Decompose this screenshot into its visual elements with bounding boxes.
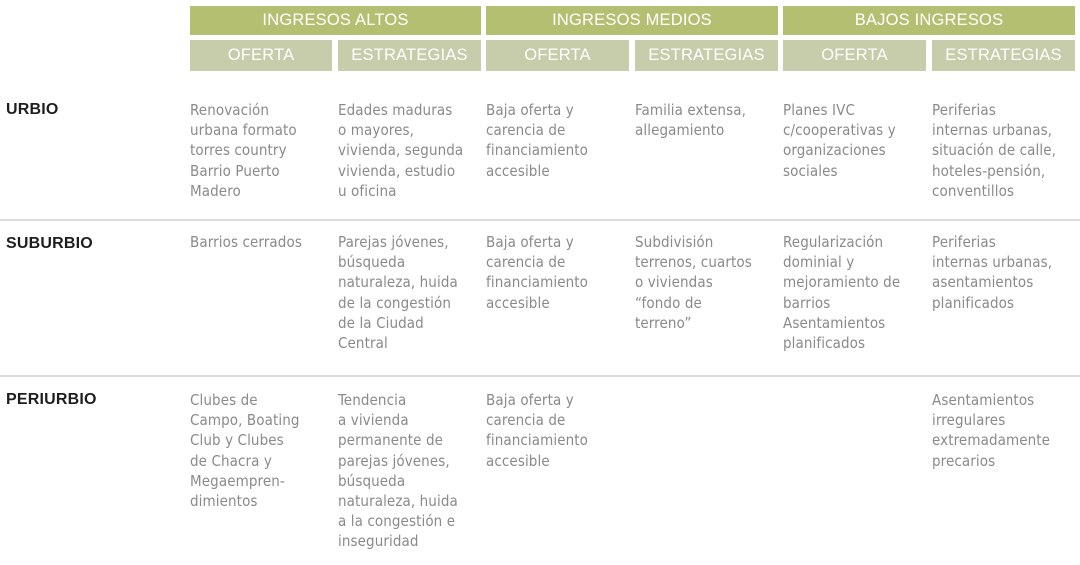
cell-line: de la Ciudad (338, 313, 424, 332)
cell-line: carencia de (486, 253, 566, 272)
cell-line: Familia extensa, (635, 101, 746, 119)
cell-line: allegamiento (635, 121, 725, 140)
cell-line: Asentamientos (932, 391, 1035, 409)
subheader-estrategias-altos: ESTRATEGIAS (338, 40, 481, 71)
cell-line: parejas jóvenes, (338, 451, 450, 470)
row-separator (0, 375, 1080, 377)
cell-line: búsqueda (338, 253, 406, 272)
cell-line: Regularización (783, 233, 884, 251)
cell-line: dimientos (190, 492, 258, 511)
cell-line: carencia de (486, 411, 566, 430)
cell-urbio-oferta-altos (190, 100, 336, 201)
cell-line: de Chacra y (190, 451, 273, 470)
cell-line: de la congestión (338, 293, 452, 312)
cell-line: naturaleza, huida (338, 273, 458, 292)
cell-suburbio-oferta-bajos (783, 232, 929, 353)
group-header-ingresos-medios: INGRESOS MEDIOS (486, 6, 778, 35)
cell-suburbio-oferta-altos (190, 232, 336, 252)
cell-line: a vivienda (338, 411, 409, 430)
cell-line: financiamiento (486, 431, 589, 450)
cell-line: hoteles-pensión, (932, 161, 1046, 180)
cell-line: Parejas jóvenes, (338, 233, 449, 251)
cell-suburbio-oferta-medios (486, 232, 632, 313)
cell-periurbio-oferta-altos (190, 390, 336, 511)
row-label-suburbio: SUBURBIO (6, 235, 93, 252)
cell-urbio-oferta-bajos (783, 100, 929, 181)
cell-line: extremadamente (932, 431, 1051, 450)
cell-line: mejoramiento de (783, 273, 901, 292)
cell-line: accesible (486, 161, 550, 180)
cell-line: barrios (783, 293, 831, 312)
cell-line: terrenos, cuartos (635, 253, 752, 272)
cell-periurbio-estrategias-bajos (932, 390, 1078, 471)
cell-line: Subdivisión (635, 233, 714, 251)
cell-line: Renovación (190, 101, 270, 119)
cell-line: Periferias (932, 233, 996, 251)
subheader-estrategias-bajos: ESTRATEGIAS (932, 40, 1075, 71)
cell-line: Club y Clubes (190, 431, 284, 450)
cell-urbio-estrategias-medios (635, 100, 781, 140)
subheader-estrategias-medios: ESTRATEGIAS (635, 40, 778, 71)
cell-line: Madero (190, 181, 241, 200)
cell-line: situación de calle, (932, 141, 1056, 160)
cell-suburbio-estrategias-bajos (932, 232, 1078, 313)
cell-periurbio-oferta-medios (486, 390, 632, 471)
cell-line: accesible (486, 293, 550, 312)
cell-line: planificados (932, 293, 1015, 312)
cell-line: o viviendas (635, 273, 713, 292)
cell-line: financiamiento (486, 141, 589, 160)
cell-line: búsqueda (338, 471, 406, 490)
cell-urbio-estrategias-altos (338, 100, 484, 201)
cell-line: financiamiento (486, 273, 589, 292)
cell-line: organizaciones (783, 141, 886, 160)
subheader-oferta-bajos: OFERTA (783, 40, 926, 71)
cell-line: Campo, Boating (190, 411, 300, 430)
cell-line: internas urbanas, (932, 253, 1053, 272)
cell-line: Baja oferta y (486, 391, 574, 409)
group-header-bajos-ingresos: BAJOS INGRESOS (783, 6, 1075, 35)
cell-line: vivienda, estudio (338, 161, 456, 180)
cell-line: irregulares (932, 411, 1006, 430)
cell-line: Megaempren- (190, 471, 285, 490)
cell-line: planificados (783, 334, 866, 353)
cell-line: Barrios cerrados (190, 233, 302, 251)
cell-line: naturaleza, huida (338, 492, 458, 511)
row-separator (0, 219, 1080, 221)
cell-line: Central (338, 334, 388, 353)
row-label-urbio: URBIO (6, 101, 59, 118)
cell-line: asentamientos (932, 273, 1034, 292)
group-header-ingresos-altos: INGRESOS ALTOS (190, 6, 481, 35)
cell-line: Baja oferta y (486, 233, 574, 251)
cell-line: torres country (190, 141, 287, 160)
cell-line: Periferias (932, 101, 996, 119)
cell-urbio-estrategias-bajos (932, 100, 1078, 201)
cell-line: internas urbanas, (932, 121, 1053, 140)
cell-line: precarios (932, 451, 996, 470)
cell-urbio-oferta-medios (486, 100, 632, 181)
cell-line: Baja oferta y (486, 101, 574, 119)
subheader-oferta-medios: OFERTA (486, 40, 629, 71)
subheader-oferta-altos: OFERTA (190, 40, 332, 71)
cell-line: permanente de (338, 431, 444, 450)
cell-line: u oficina (338, 181, 397, 200)
cell-line: Tendencia (338, 391, 407, 409)
cell-line: conventillos (932, 181, 1015, 200)
cell-line: Barrio Puerto (190, 161, 280, 180)
cell-line: Edades maduras (338, 101, 453, 119)
cell-line: “fondo de (635, 293, 702, 312)
cell-line: sociales (783, 161, 838, 180)
row-label-periurbio: PERIURBIO (6, 391, 97, 408)
cell-line: o mayores, (338, 121, 415, 140)
cell-suburbio-estrategias-medios (635, 232, 781, 333)
cell-line: c/cooperativas y (783, 121, 896, 140)
cell-line: Asentamientos (783, 313, 886, 332)
cell-line: a la congestión e (338, 512, 456, 531)
cell-line: terreno” (635, 313, 692, 332)
cell-line: accesible (486, 451, 550, 470)
cell-line: carencia de (486, 121, 566, 140)
cell-line: Clubes de (190, 391, 258, 409)
cell-line: inseguridad (338, 532, 419, 551)
cell-line: vivienda, segunda (338, 141, 464, 160)
cell-line: Planes IVC (783, 101, 855, 119)
cell-periurbio-estrategias-altos (338, 390, 484, 552)
cell-line: urbana formato (190, 121, 297, 140)
cell-line: dominial y (783, 253, 855, 272)
cell-suburbio-estrategias-altos (338, 232, 484, 353)
